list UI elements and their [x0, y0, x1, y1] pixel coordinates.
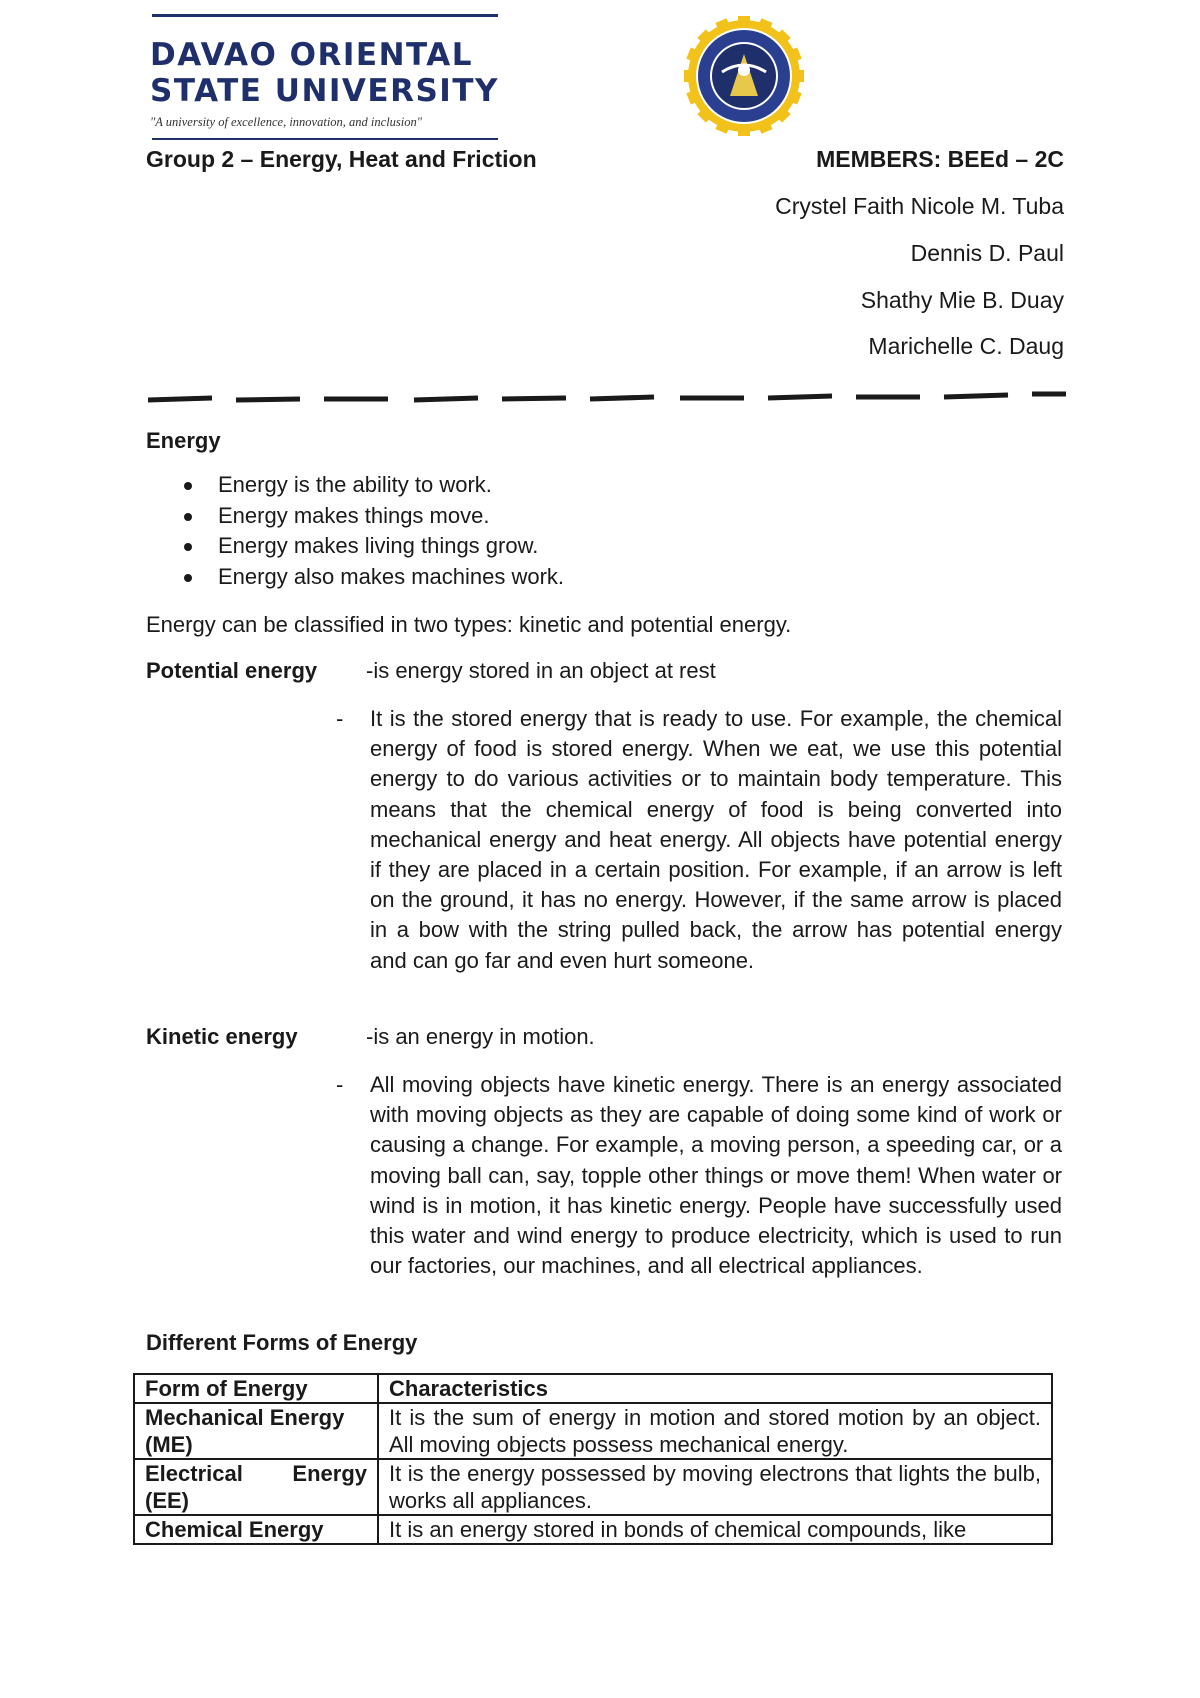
table-row	[134, 1515, 1052, 1544]
logo-bottom-rule	[152, 138, 498, 140]
kinetic-dash: -	[336, 1072, 344, 1097]
classification-sentence: Energy can be classified in two types: kinetic and potential energy.	[146, 612, 792, 637]
characteristics-cell: It is the energy possessed by moving electrons that lights the bulb, works all appliances.	[378, 1459, 1052, 1515]
characteristics-cell: It is the sum of energy in motion and stored motion by an object. All moving objects possess mechanical energy.	[378, 1403, 1052, 1459]
university-name-line2: STATE UNIVERSITY	[150, 73, 499, 109]
table-row	[134, 1403, 1052, 1459]
potential-energy-definition: -is energy stored in an object at rest	[366, 658, 716, 683]
kinetic-energy-definition: -is an energy in motion.	[366, 1024, 595, 1049]
university-tagline: "A university of excellence, innovation, and inclusion"	[150, 115, 423, 129]
form-cell: Electrical Energy (EE)	[134, 1459, 378, 1515]
column-header: Characteristics	[378, 1374, 1052, 1403]
potential-energy-explanation: It is the stored energy that is ready to use. For example, the chemical energy of food is stored energy. When we eat, we use this potential energy to do various activities or to maintain body temperature. This means that the chemical energy of food is being converted into mechanical energy and heat energy. All objects have potential energy if they are placed in a certain position. For example, if an arrow is left on the ground, it has no energy. However, if the same arrow is placed in a bow with the string pulled back, the arrow has potential energy and can go far and even hurt someone.	[370, 706, 1062, 973]
table-header-row	[134, 1374, 1052, 1403]
bullet-icon	[184, 574, 192, 582]
member-name: Dennis D. Paul	[910, 240, 1064, 266]
logo-top-rule	[152, 14, 498, 17]
forms-heading: Different Forms of Energy	[146, 1330, 418, 1355]
kinetic-energy-term: Kinetic energy	[146, 1024, 298, 1049]
potential-dash: -	[336, 706, 344, 731]
member-name: Marichelle C. Daug	[868, 333, 1064, 359]
forms-of-energy-table	[133, 1373, 1053, 1545]
form-cell: Chemical Energy	[134, 1515, 378, 1544]
university-name-line1: DAVAO ORIENTAL	[150, 37, 474, 73]
kinetic-energy-explanation: All moving objects have kinetic energy. There is an energy associated with moving objects as they are capable of doing some kind of work or causing a change. For example, a moving person, a speeding car, or a moving ball can, say, topple other things or move them! When water or wind is in motion, it has kinetic energy. People have successfully used this water and wind energy to produce electricity, which is used to run our factories, our machines, and all electrical appliances.	[370, 1072, 1062, 1279]
bullet-icon	[184, 513, 192, 521]
form-cell: Mechanical Energy (ME)	[134, 1403, 378, 1459]
list-item: Energy makes living things grow.	[148, 531, 564, 562]
member-name: Shathy Mie B. Duay	[860, 287, 1064, 313]
university-logo	[150, 14, 506, 140]
bullet-icon	[184, 482, 192, 490]
column-header: Form of Energy	[134, 1374, 378, 1403]
university-seal-icon	[684, 16, 804, 136]
dashed-divider	[148, 388, 1068, 404]
list-item: Energy makes things move.	[148, 501, 564, 532]
table-row	[134, 1459, 1052, 1515]
energy-bullet-list	[148, 470, 564, 592]
energy-heading: Energy	[146, 428, 221, 453]
member-name: Crystel Faith Nicole M. Tuba	[775, 193, 1064, 219]
bullet-icon	[184, 543, 192, 551]
characteristics-cell: It is an energy stored in bonds of chemical compounds, like	[378, 1515, 1052, 1544]
potential-energy-term: Potential energy	[146, 658, 318, 683]
list-item: Energy also makes machines work.	[148, 562, 564, 593]
list-item: Energy is the ability to work.	[148, 470, 564, 501]
group-title: Group 2 – Energy, Heat and Friction	[146, 146, 537, 172]
members-heading: MEMBERS: BEEd – 2C	[816, 146, 1064, 172]
